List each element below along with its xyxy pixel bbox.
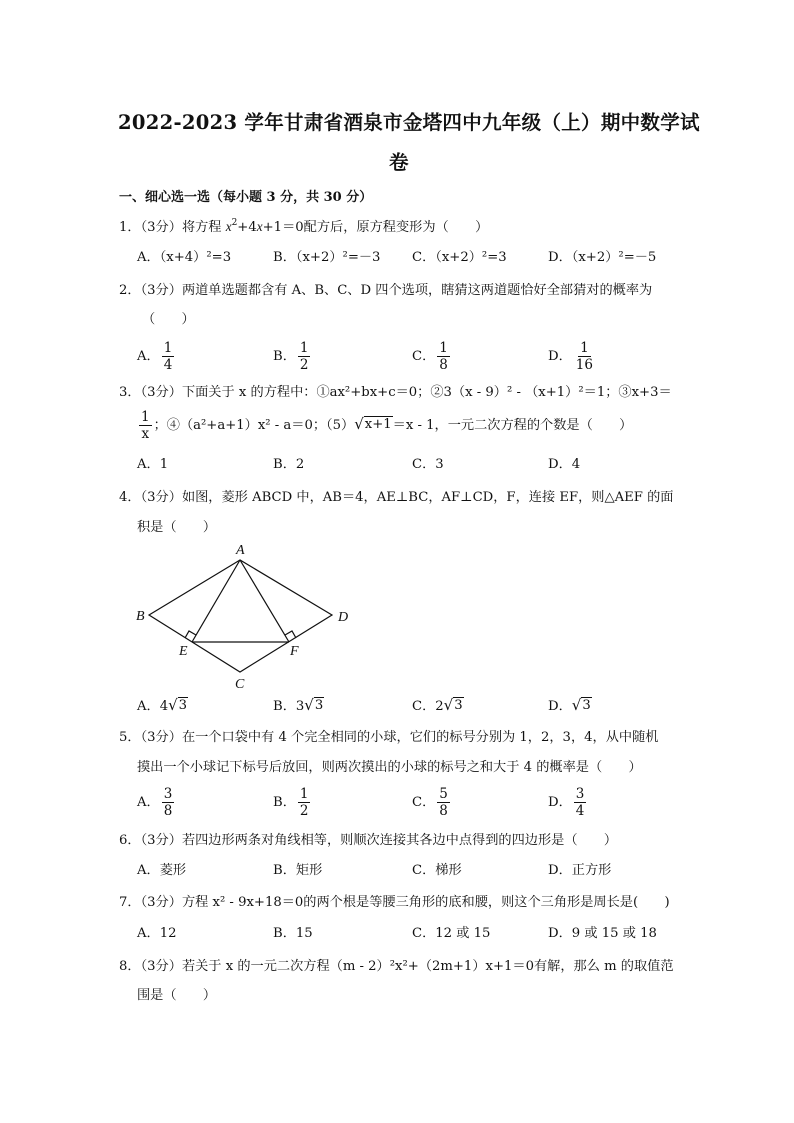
option-b: B．15	[273, 926, 313, 941]
question-3-cont: $\frac{1}{x}$ ；④（a²+a+1）x² - a＝0；（5） √ x+1 ＝x - 1，一元二次方程的个数是（ ）	[141, 409, 633, 443]
question-number: 3．（3分）	[119, 385, 182, 400]
option-b: B．3 √ 3	[273, 696, 324, 715]
option-c: C．梯形	[412, 863, 462, 878]
question-text: 下面关于 x 的方程中：①ax²+bx+c＝0；②3（x - 9）² - （x+1）²＝1；③x+3＝	[181, 385, 672, 400]
option-d: D． $\frac{3}{4}$	[548, 786, 585, 820]
label-c: C	[235, 677, 245, 692]
question-text: 若关于 x 的一元二次方程（m - 2）²x²+（2m+1）x+1＝0有解，那么 m 的取值范	[181, 959, 674, 974]
question-text: 两道单选题都含有 A、B、C、D 四个选项，瞎猜这两道题恰好全部猜对的概率为	[181, 283, 653, 298]
option-a: A．4 √ 3	[137, 696, 188, 715]
option-d: D． $\frac{1}{16}$	[548, 340, 593, 374]
option-c: C．2 √ 3	[412, 696, 463, 715]
question-5	[119, 731, 658, 744]
label-e: E	[179, 644, 188, 659]
question-6	[119, 834, 617, 847]
question-text: ＝0配方后，原方程变形为（ ）	[282, 220, 489, 235]
option-b: B．矩形	[273, 863, 323, 878]
option-a: A．（x+4）²=3	[137, 250, 232, 265]
label-d: D	[338, 610, 349, 625]
segment-af	[240, 560, 289, 642]
question-2	[119, 284, 652, 297]
question-number: 7．（3分）	[119, 895, 182, 910]
question-4	[119, 491, 674, 504]
segment-ae	[192, 560, 240, 642]
option-a: A．菱形	[137, 863, 187, 878]
question-number: 2．（3分）	[119, 283, 182, 298]
question-8	[119, 960, 674, 973]
page-title: 2022-2023 学年甘肃省酒泉市金塔四中九年级（上）期中数学试	[118, 111, 700, 134]
question-4-cont: 积是（ ）	[137, 520, 217, 535]
question-text: 如图，菱形 ABCD 中，AB＝4，AE⊥BC，AF⊥CD，F，连接 EF，则△AEF 的面	[181, 490, 674, 505]
section-heading: 一、细心选一选（每小题 3 分，共 30 分）	[119, 190, 373, 205]
option-c: C．3	[412, 457, 444, 472]
rhombus-figure	[128, 538, 360, 696]
option-b: B． $\frac{1}{2}$	[273, 786, 309, 820]
question-5-cont: 摸出一个小球记下标号后放回，则两次摸出的小球的标号之和大于 4 的概率是（ ）	[137, 760, 642, 775]
option-b: B． $\frac{1}{2}$	[273, 340, 309, 374]
question-text: 将方程	[181, 220, 226, 235]
question-7	[119, 896, 670, 909]
option-d: D．9 或 15 或 18	[548, 926, 657, 941]
question-8-cont: 围是（ ）	[137, 988, 217, 1003]
option-b: B．2	[273, 457, 305, 472]
question-1: 1．（3分）将方程 $x^2+4x+1=0$配方后，原方程变形为（ ）	[119, 218, 489, 235]
rhombus-abcd	[149, 560, 332, 672]
question-3	[119, 386, 672, 399]
label-a: A	[236, 543, 245, 558]
option-b: B．（x+2）²=－3	[273, 250, 381, 265]
option-c: C． $\frac{5}{8}$	[412, 786, 448, 820]
question-text: 在一个口袋中有 4 个完全相同的小球，它们的标号分别为 1，2，3，4，从中随机	[181, 730, 659, 745]
question-number: 5．（3分）	[119, 730, 182, 745]
question-number: 6．（3分）	[119, 833, 182, 848]
sqrt-expression: √ x+1	[354, 415, 392, 434]
option-c: C． $\frac{1}{8}$	[412, 340, 448, 374]
label-b: B	[136, 609, 145, 624]
option-c: C．（x+2）²=3	[412, 250, 507, 265]
option-d: D． √ 3	[548, 696, 591, 715]
label-f: F	[290, 644, 299, 659]
question-number: 8．（3分）	[119, 959, 182, 974]
option-a: A． $\frac{3}{8}$	[137, 786, 173, 820]
question-number: 4．（3分）	[119, 490, 182, 505]
option-a: A．12	[137, 926, 177, 941]
option-c: C．12 或 15	[412, 926, 491, 941]
option-a: A．1	[137, 457, 169, 472]
option-d: D．4	[548, 457, 581, 472]
question-2-cont: （ ）	[142, 312, 195, 327]
page-title-cont: 卷	[389, 151, 409, 174]
option-d: D．（x+2）²=－5	[548, 250, 657, 265]
question-text: 方程 x² - 9x+18＝0的两个根是等腰三角形的底和腰，则这个三角形是周长是( )	[181, 895, 670, 910]
option-d: D．正方形	[548, 863, 612, 878]
question-text: 若四边形两条对角线相等，则顺次连接其各边中点得到的四边形是（ ）	[181, 833, 618, 848]
option-a: A． $\frac{1}{4}$	[137, 340, 173, 374]
question-number: 1．（3分）	[119, 220, 182, 235]
